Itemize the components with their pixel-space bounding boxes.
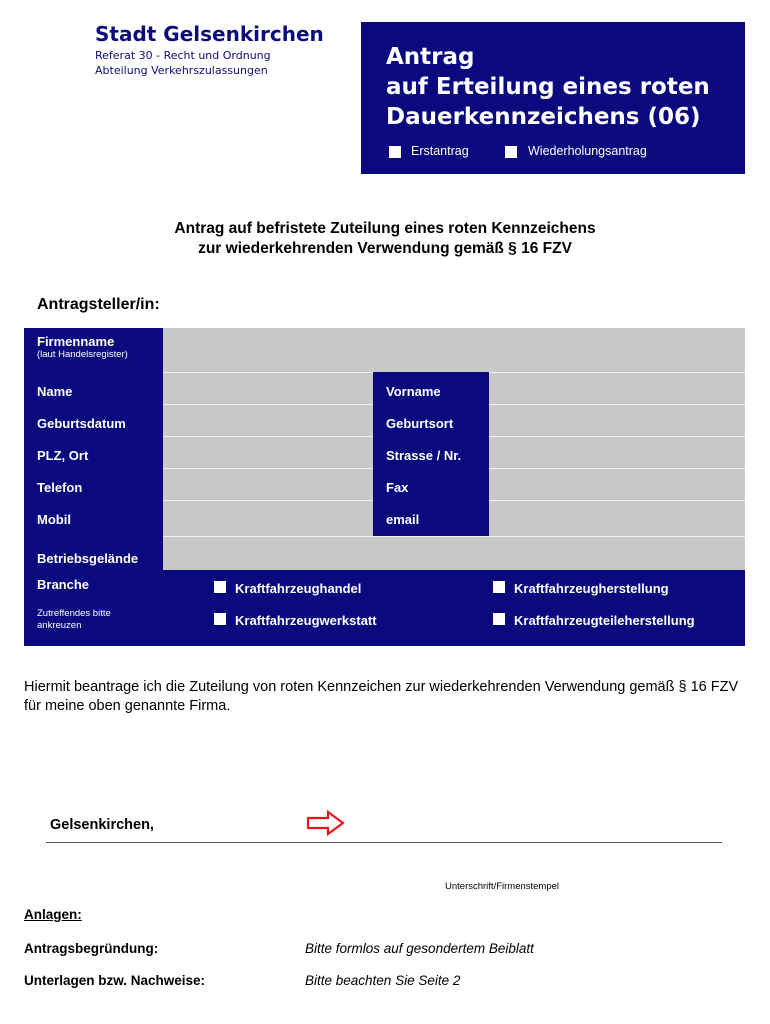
name-label: Name: [24, 372, 163, 404]
strasse-label: Strasse / Nr.: [373, 436, 489, 468]
department-line-1: Referat 30 - Recht und Ordnung: [95, 49, 271, 62]
telefon-label: Telefon: [24, 468, 163, 500]
branche-hint: Zutreffendes bitte ankreuzen: [37, 608, 111, 631]
erstantrag-checkbox[interactable]: [389, 146, 401, 158]
signature-line[interactable]: [46, 842, 722, 843]
kfz-teile-label: Kraftfahrzeugteileherstellung: [514, 613, 695, 628]
attachments-heading: Anlagen:: [24, 907, 82, 922]
kfz-werkstatt-checkbox[interactable]: [214, 613, 226, 625]
signature-place: Gelsenkirchen,: [50, 817, 154, 833]
title-line-2: auf Erteilung eines roten: [386, 74, 710, 100]
kfz-handel-checkbox[interactable]: [214, 581, 226, 593]
kfz-herstellung-label: Kraftfahrzeugherstellung: [514, 581, 669, 596]
title-box: [361, 22, 745, 174]
telefon-field[interactable]: [163, 468, 373, 500]
kfz-handel-label: Kraftfahrzeughandel: [235, 581, 362, 596]
kfz-werkstatt-label: Kraftfahrzeugwerkstatt: [235, 613, 377, 628]
name-field[interactable]: [163, 372, 373, 404]
mobil-label: Mobil: [24, 500, 163, 536]
arrow-right-outline-icon: [306, 810, 346, 836]
firmenname-label: [24, 328, 163, 372]
firmenname-hint: (laut Handelsregister): [37, 349, 128, 360]
applicant-form: [24, 328, 745, 646]
firmenname-label-text: Firmenname: [37, 334, 115, 349]
title-line-1: Antrag: [386, 44, 475, 70]
signature-caption: Unterschrift/Firmenstempel: [445, 881, 560, 892]
kfz-teile-checkbox[interactable]: [493, 613, 505, 625]
email-label: email: [373, 500, 489, 536]
wiederholungsantrag-checkbox[interactable]: [505, 146, 517, 158]
betriebsgelaende-field[interactable]: [163, 536, 745, 570]
branche-section: [24, 570, 745, 646]
geburtsort-field[interactable]: [489, 404, 745, 436]
email-field[interactable]: [489, 500, 745, 536]
attachment-row-2-label: Unterlagen bzw. Nachweise:: [24, 973, 206, 988]
fax-label: Fax: [373, 468, 489, 500]
department-line-2: Abteilung Verkehrszulassungen: [95, 64, 268, 77]
mobil-field[interactable]: [163, 500, 373, 536]
erstantrag-label: Erstantrag: [411, 144, 469, 158]
fax-field[interactable]: [489, 468, 745, 500]
plz-ort-field[interactable]: [163, 436, 373, 468]
heading-line-2: zur wiederkehrenden Verwendung gemäß § 16 FZV: [198, 240, 572, 257]
strasse-field[interactable]: [489, 436, 745, 468]
vorname-label: Vorname: [373, 372, 489, 404]
title-line-3: Dauerkennzeichens (06): [386, 104, 701, 130]
firmenname-field[interactable]: [163, 328, 745, 372]
betriebsgelaende-label: Betriebsgelände: [24, 536, 163, 570]
heading-line-1: Antrag auf befristete Zuteilung eines roten Kennzeichens: [174, 220, 596, 237]
city-name: Stadt Gelsenkirchen: [95, 22, 324, 46]
attachment-row-1-label: Antragsbegründung:: [24, 941, 159, 956]
geburtsdatum-field[interactable]: [163, 404, 373, 436]
vorname-field[interactable]: [489, 372, 745, 404]
attachment-row-1-value: Bitte formlos auf gesondertem Beiblatt: [305, 941, 534, 956]
wiederholungsantrag-label: Wiederholungsantrag: [528, 144, 647, 158]
plz-ort-label: PLZ, Ort: [24, 436, 163, 468]
applicant-heading: Antragsteller/in:: [37, 296, 160, 313]
geburtsdatum-label: Geburtsdatum: [24, 404, 163, 436]
geburtsort-label: Geburtsort: [373, 404, 489, 436]
branche-label: Branche: [37, 577, 90, 592]
kfz-herstellung-checkbox[interactable]: [493, 581, 505, 593]
statement-text: Hiermit beantrage ich die Zuteilung von roten Kennzeichen zur wiederkehrenden Verwendung gemäß § 16 FZV für meine oben genannte Firma.: [24, 679, 739, 714]
attachment-row-2-value: Bitte beachten Sie Seite 2: [305, 973, 461, 988]
